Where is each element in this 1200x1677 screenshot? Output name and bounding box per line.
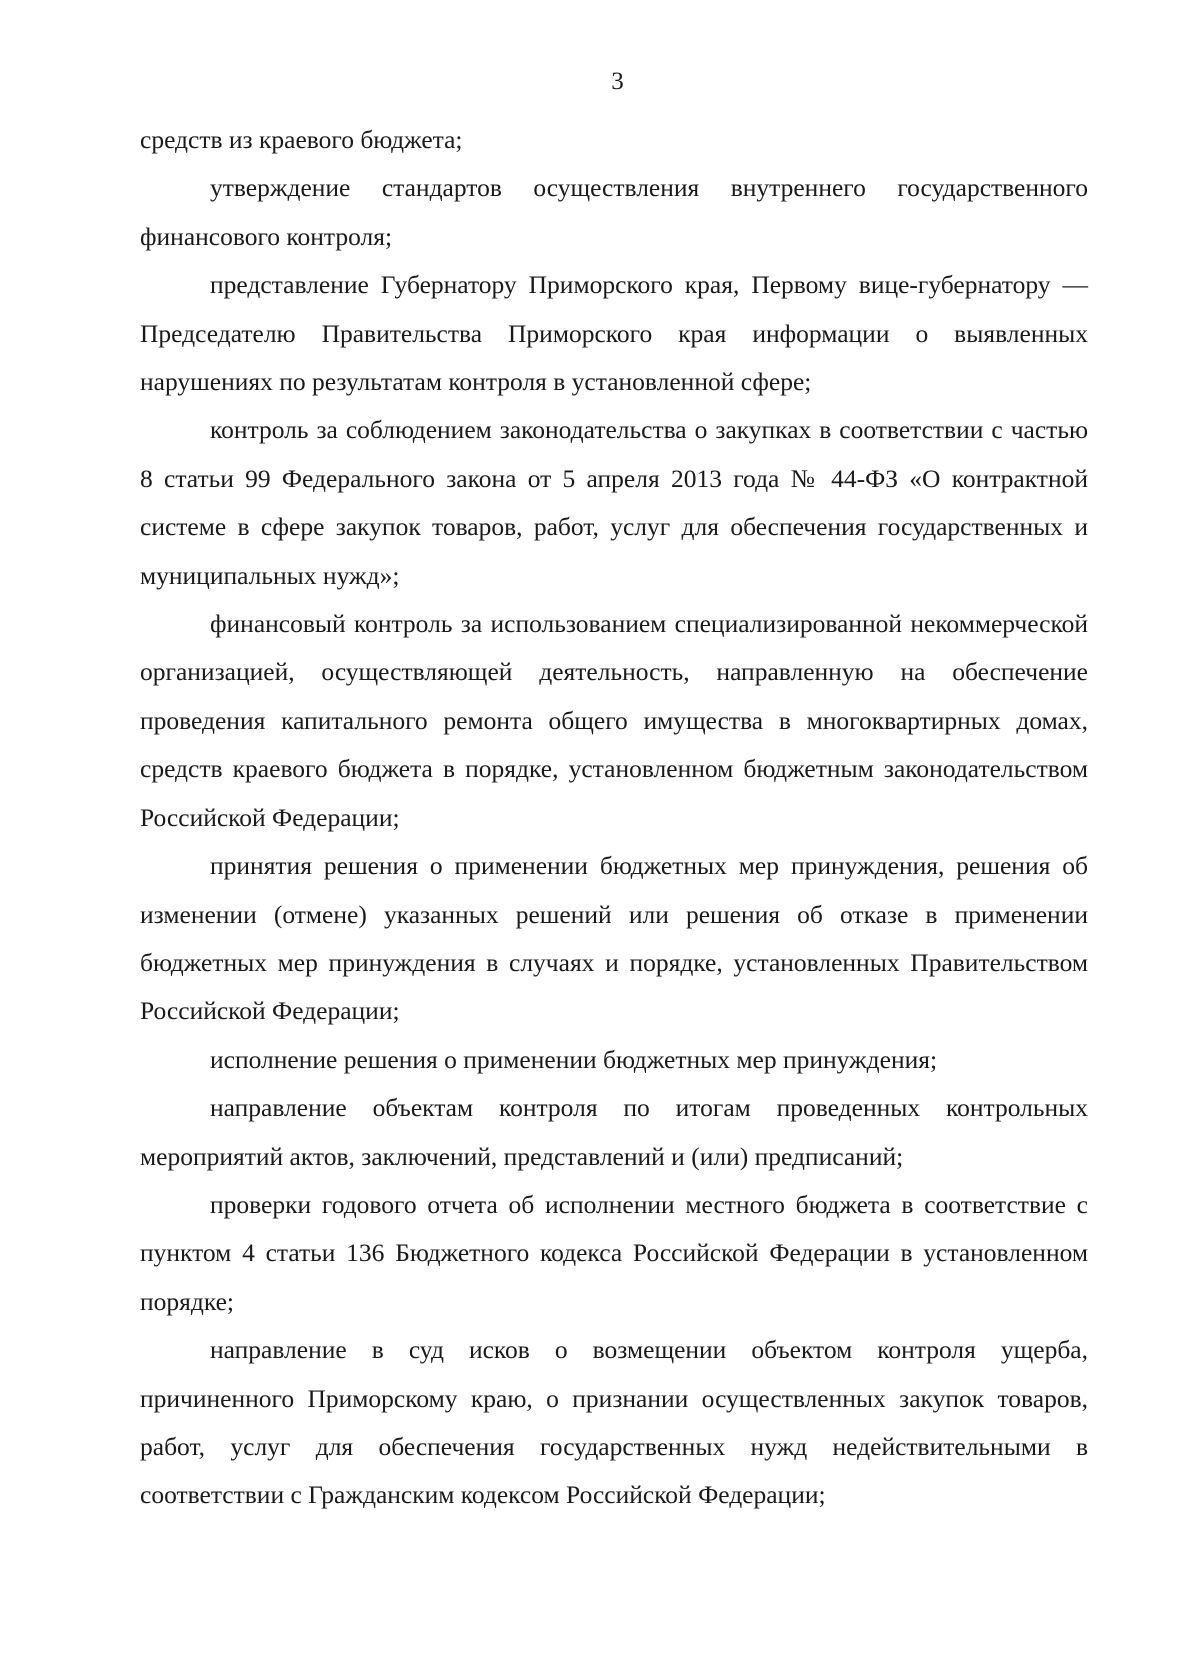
paragraph: направление в суд исков о возмещении объектом контроля ущерба, причиненного Приморскому краю, о признании осуществленных закупок товаров, работ, услуг для обеспечения государственных нужд недействительными в соответствии с Гражданским кодексом Российской Федерации; [140, 1335, 1088, 1510]
paragraph: направление объектам контроля по итогам проведенных контрольных мероприятий актов, заключений, представлений и (или) предписаний; [140, 1093, 1088, 1171]
page-number: 3 [611, 68, 624, 95]
paragraph: исполнение решения о применении бюджетных мер принуждения; [210, 1044, 938, 1074]
paragraph: утверждение стандартов осуществления внутреннего государственного финансового контроля; [140, 173, 1088, 251]
paragraph: принятия решения о применении бюджетных мер принуждения, решения об изменении (отмене) указанных решений или решения об отказе в применении бюджетных мер принуждения в случаях и порядке, установленных Правительством Российской Федерации; [140, 851, 1088, 1026]
paragraph: проверки годового отчета об исполнении местного бюджета в соответствие с пунктом 4 статьи 136 Бюджетного кодекса Российской Федерации в установленном порядке; [140, 1189, 1088, 1316]
paragraph: представление Губернатору Приморского края, Первому вице-губернатору — Председателю Правительства Приморского края информации о выявленных нарушениях по результатам контроля в установленной сфере; [140, 270, 1088, 397]
paragraph: финансовый контроль за использованием специализированной некоммерческой организацией, осуществляющей деятельность, направленную на обеспечение проведения капитального ремонта общего имущества в многоквартирных домах, средств краевого бюджета в порядке, установленном бюджетным законодательством Российской Федерации; [140, 609, 1088, 832]
paragraph: контроль за соблюдением законодательства о закупках в соответствии с частью 8 статьи 99 Федерального закона от 5 апреля 2013 года № 44-ФЗ «О контрактной системе в сфере закупок товаров, работ, услуг для обеспечения государственных и муниципальных нужд»; [140, 415, 1088, 590]
paragraph-continued: средств из краевого бюджета; [140, 125, 463, 154]
document-body [140, 116, 1088, 1520]
